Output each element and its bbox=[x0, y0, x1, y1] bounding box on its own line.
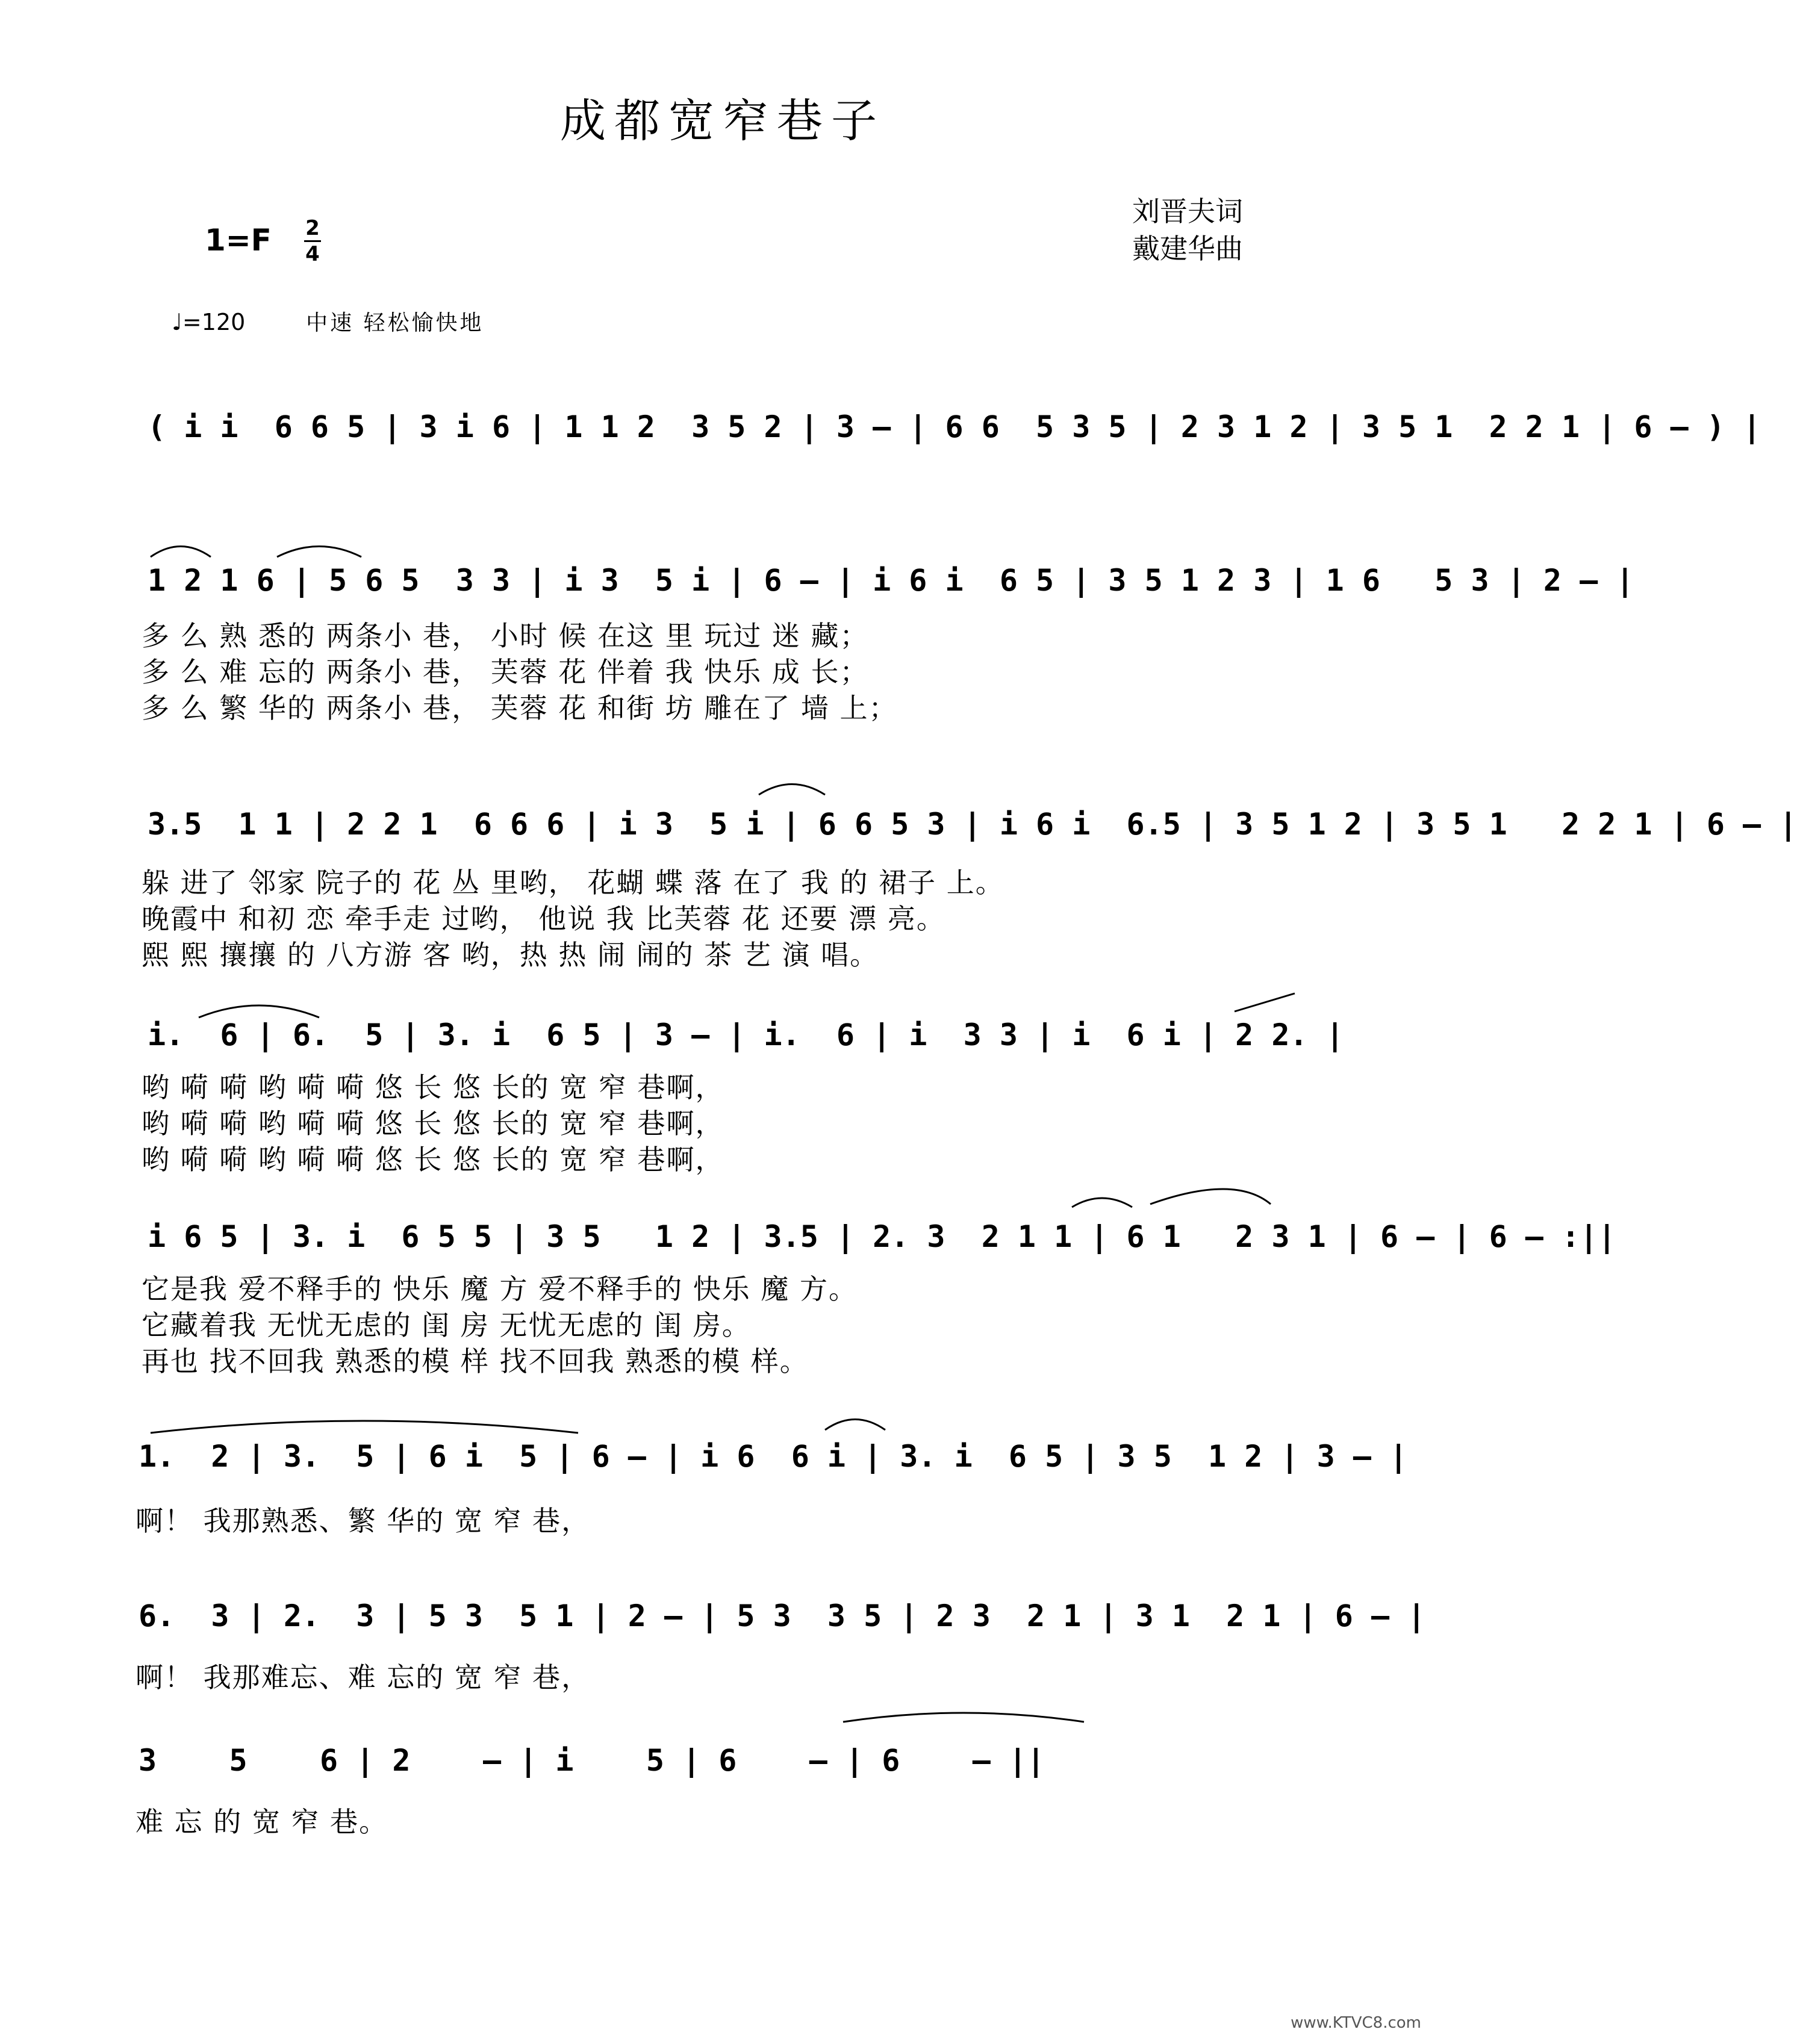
lyric-line-2-1: 多 么 熟 悉的 两条小 巷， 小时 候 在这 里 玩过 迷 藏； bbox=[142, 620, 869, 652]
notation-line-1: ( i i 6 6 5 | 3 i 6 | 1 1 2 3 5 2 | 3 – | 6 6 5 3 5 | 2 3 1 2 | 3 5 1 2 2 1 | 6 – ) | bbox=[148, 409, 1761, 444]
lyric-line-4-2: 哟 嗬 嗬 哟 嗬 嗬 悠 长 悠 长的 宽 窄 巷啊， bbox=[142, 1107, 724, 1140]
key-signature: 1=F bbox=[205, 223, 272, 258]
lyric-line-5-3: 再也 找不回我 熟悉的模 样 找不回我 熟悉的模 样。 bbox=[142, 1345, 809, 1378]
watermark: www.KTVC8.com bbox=[1291, 2014, 1421, 2032]
composer-credit: 戴建华曲 bbox=[1132, 232, 1243, 265]
lyricist-credit: 刘晋夫词 bbox=[1132, 195, 1243, 228]
lyric-line-3-1: 躲 进了 邻家 院子的 花 丛 里哟， 花蝴 蝶 落 在了 我 的 裙子 上。 bbox=[142, 866, 1004, 899]
notation-line-3: 3.5 1 1 | 2 2 1 6 6 6 | i 3 5 i | 6 6 5 3 | i 6 i 6.5 | 3 5 1 2 | 3 5 1 2 2 1 | 6 – | bbox=[148, 807, 1797, 842]
lyric-line-8-1: 难 忘 的 宽 窄 巷。 bbox=[135, 1806, 388, 1838]
tempo-words: 中速 轻松愉快地 bbox=[306, 311, 484, 335]
lyric-line-5-2: 它藏着我 无忧无虑的 闺 房 无忧无虑的 闺 房。 bbox=[142, 1309, 751, 1341]
lyric-line-2-2: 多 么 难 忘的 两条小 巷， 芙蓉 花 伴着 我 快乐 成 长； bbox=[142, 656, 869, 688]
page-title: 成都宽窄巷子 bbox=[560, 94, 885, 148]
lyric-line-3-2: 晚霞中 和初 恋 牵手走 过哟， 他说 我 比芙蓉 花 还要 漂 亮。 bbox=[142, 902, 945, 935]
lyric-line-6-1: 啊！ 我那熟悉、繁 华的 宽 窄 巷， bbox=[135, 1505, 591, 1537]
time-signature-bottom: 4 bbox=[305, 242, 320, 266]
notation-line-2: 1 2 1 6 | 5 6 5 3 3 | i 3 5 i | 6 – | i 6 i 6 5 | 3 5 1 2 3 | 1 6 5 3 | 2 – | bbox=[148, 563, 1634, 598]
notation-line-6: 1. 2 | 3. 5 | 6 i 5 | 6 – | i 6 6 i | 3. i 6 5 | 3 5 1 2 | 3 – | bbox=[139, 1439, 1408, 1474]
lyric-line-4-3: 哟 嗬 嗬 哟 嗬 嗬 悠 长 悠 长的 宽 窄 巷啊， bbox=[142, 1143, 724, 1176]
time-signature-top: 2 bbox=[305, 216, 320, 240]
notation-line-8: 3 5 6 | 2 – | i 5 | 6 – | 6 – || bbox=[139, 1743, 1045, 1778]
notation-line-5: i 6 5 | 3. i 6 5 5 | 3 5 1 2 | 3.5 | 2. 3 2 1 1 | 6 1 2 3 1 | 6 – | 6 – :|| bbox=[148, 1219, 1616, 1254]
notation-line-7: 6. 3 | 2. 3 | 5 3 5 1 | 2 – | 5 3 3 5 | 2 3 2 1 | 3 1 2 1 | 6 – | bbox=[139, 1598, 1426, 1633]
lyric-line-3-3: 熙 熙 攘攘 的 八方游 客 哟，热 热 闹 闹的 茶 艺 演 唱。 bbox=[142, 939, 879, 971]
notation-line-4: i. 6 | 6. 5 | 3. i 6 5 | 3 – | i. 6 | i 3 3 | i 6 i | 2 2. | bbox=[148, 1017, 1344, 1052]
lyric-line-2-3: 多 么 繁 华的 两条小 巷， 芙蓉 花 和街 坊 雕在了 墙 上； bbox=[142, 692, 898, 724]
lyric-line-7-1: 啊！ 我那难忘、难 忘的 宽 窄 巷， bbox=[135, 1661, 591, 1694]
lyric-line-4-1: 哟 嗬 嗬 哟 嗬 嗬 悠 长 悠 长的 宽 窄 巷啊， bbox=[142, 1071, 724, 1104]
tempo-mark: ♩=120 bbox=[172, 309, 246, 335]
lyric-line-5-1: 它是我 爱不释手的 快乐 魔 方 爱不释手的 快乐 魔 方。 bbox=[142, 1273, 858, 1305]
